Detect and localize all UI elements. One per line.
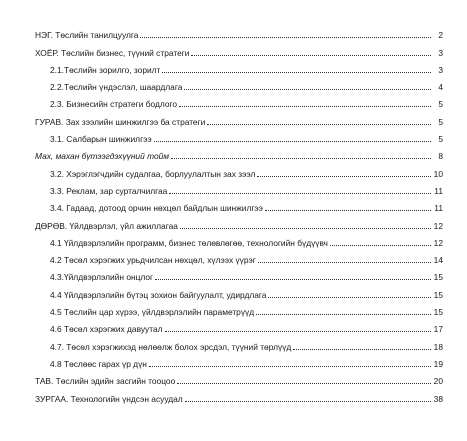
toc-entry[interactable] [35, 144, 443, 161]
toc-entry-title: 4.6 Төсөл хэрэгжих давуутал [50, 324, 163, 335]
toc-dot-leader [293, 348, 431, 350]
toc-entry-title: 2.1.Төслийн зорилго, зорилт [50, 64, 161, 75]
toc-entry-page-number: 11 [434, 185, 443, 196]
toc-entry-page-number: 14 [433, 255, 443, 266]
toc-entry-title: ТАВ. Төслийн эдийн засгийн тооцоо [35, 376, 176, 387]
toc-entry-title: Мах, махан бүтээгдэхүүний тойм [35, 151, 170, 162]
toc-entry[interactable] [35, 352, 443, 369]
toc-dot-leader [184, 88, 431, 90]
toc-entry[interactable] [35, 40, 443, 57]
toc-entry-title: 4.3.Үйлдвэрлэлийн онцлог [50, 272, 154, 283]
toc-entry[interactable] [35, 282, 443, 299]
toc-entry-title: ГУРАВ. Зах зээлийн шинжилгээ ба стратеги [35, 116, 206, 127]
toc-dot-leader [171, 157, 431, 159]
toc-dot-leader [177, 382, 431, 384]
toc-entry-title: 4.7. Төсөл хэрэгжихэд нөлөөлж болох эрсдэл, түүний төрлүүд [50, 341, 292, 352]
toc-entry-title: 4.4 Үйлдвэрлэлийн бүтэц зохион байгуулалт, удирдлага [50, 289, 267, 300]
toc-entry-page-number: 38 [433, 393, 443, 404]
toc-entry[interactable] [35, 179, 443, 196]
toc-entry[interactable] [35, 23, 443, 40]
toc-entry-page-number: 5 [438, 99, 443, 110]
toc-entry-title: 2.2.Төслийн үндэслэл, шаардлага [50, 82, 183, 93]
toc-dot-leader [265, 209, 431, 211]
toc-dot-leader [258, 261, 431, 263]
toc-entry-page-number: 19 [433, 358, 443, 369]
toc-entry-page-number: 12 [433, 237, 443, 248]
toc-entry[interactable] [35, 92, 443, 109]
toc-dot-leader [180, 227, 431, 229]
toc-entry-page-number: 5 [438, 116, 443, 127]
toc-dot-leader [330, 244, 431, 246]
table-of-contents [35, 23, 443, 404]
toc-entry[interactable] [35, 386, 443, 403]
toc-entry[interactable] [35, 265, 443, 282]
toc-entry-page-number: 10 [433, 168, 443, 179]
toc-dot-leader [179, 105, 431, 107]
toc-entry[interactable] [35, 127, 443, 144]
toc-entry[interactable] [35, 300, 443, 317]
toc-dot-leader [185, 400, 431, 402]
toc-dot-leader [207, 123, 431, 125]
toc-entry[interactable] [35, 231, 443, 248]
toc-entry-title: 4.2 Төсөл хэрэгжих урьдчилсан нөхцөл, хүлээх үүрэг [50, 255, 256, 266]
toc-entry-title: 3.1. Салбарын шинжилгээ [50, 134, 152, 145]
toc-entry[interactable] [35, 109, 443, 126]
toc-dot-leader [155, 278, 431, 280]
toc-dot-leader [256, 313, 431, 315]
toc-entry-page-number: 20 [433, 376, 443, 387]
toc-entry[interactable] [35, 334, 443, 351]
toc-entry-page-number: 3 [438, 64, 443, 75]
toc-entry-page-number: 18 [433, 341, 443, 352]
toc-dot-leader [154, 140, 431, 142]
toc-entry-page-number: 17 [433, 324, 443, 335]
toc-entry-title: 2.3. Бизнесийн стратеги бодлого [50, 99, 178, 110]
toc-entry[interactable] [35, 369, 443, 386]
toc-entry[interactable] [35, 317, 443, 334]
toc-entry[interactable] [35, 75, 443, 92]
toc-entry-title: 3.4. Гадаад, дотоод орчин нөхцөл байдлын шинжилгээ [50, 203, 263, 214]
toc-entry-title: 4.1 Үйлдвэрлэлийн программ, бизнес төлөвлөгөө, технологийн бүдүүвч [50, 237, 328, 248]
toc-entry-page-number: 15 [433, 289, 443, 300]
toc-entry-page-number: 3 [438, 47, 443, 58]
toc-entry-title: 3.2. Хэрэглэгчдийн судалгаа, борлуулалтын зах зээл [50, 168, 256, 179]
toc-entry-page-number: 12 [433, 220, 443, 231]
toc-dot-leader [165, 330, 431, 332]
toc-entry-page-number: 2 [438, 30, 443, 41]
toc-dot-leader [191, 54, 431, 56]
toc-entry-page-number: 4 [438, 82, 443, 93]
toc-entry-title: 4.5 Төслийн цар хүрээ, үйлдвэрлэлийн параметрүүд [50, 307, 255, 318]
toc-dot-leader [268, 296, 431, 298]
toc-entry-title: ЗУРГАА. Технологийн үндсэн асуудал [35, 393, 183, 404]
toc-entry-page-number: 15 [433, 272, 443, 283]
toc-entry-title: 3.3. Реклам, зар сурталчилгаа [50, 185, 168, 196]
toc-dot-leader [169, 192, 431, 194]
toc-entry-title: НЭГ. Төслийн танилцуулга [35, 30, 139, 41]
toc-dot-leader [162, 71, 431, 73]
toc-entry-title: 4.8 Төслөөс гарах үр дүн [50, 358, 147, 369]
toc-entry[interactable] [35, 248, 443, 265]
toc-entry[interactable] [35, 196, 443, 213]
toc-entry-page-number: 5 [438, 134, 443, 145]
toc-dot-leader [257, 175, 431, 177]
toc-entry[interactable] [35, 213, 443, 230]
toc-dot-leader [140, 36, 431, 38]
toc-entry-title: ДӨРӨВ. Үйлдвэрлэл, үйл ажиллагаа [35, 220, 178, 231]
toc-entry-title: ХОЁР. Төслийн бизнес, түүний стратеги [35, 47, 190, 58]
toc-entry[interactable] [35, 58, 443, 75]
toc-dot-leader [149, 365, 431, 367]
toc-entry-page-number: 15 [433, 307, 443, 318]
toc-entry-page-number: 8 [438, 151, 443, 162]
toc-entry[interactable] [35, 161, 443, 178]
toc-entry-page-number: 11 [434, 203, 443, 214]
